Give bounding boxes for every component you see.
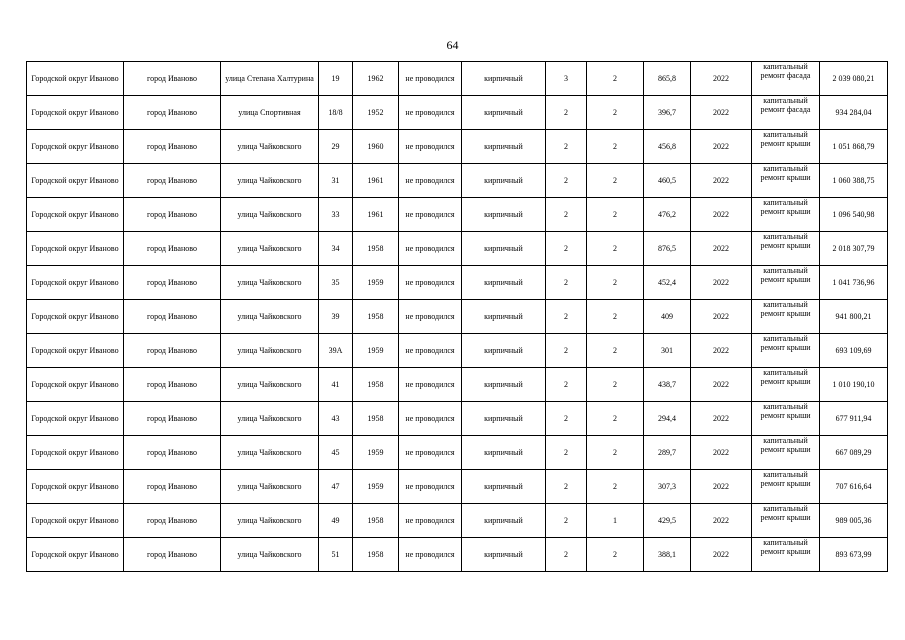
wall-material-cell: кирпичный xyxy=(462,266,546,300)
work-type-cell: капитальный ремонт крыши xyxy=(752,368,820,402)
settlement-cell: город Иваново xyxy=(124,96,221,130)
cost-cell: 893 673,99 xyxy=(820,538,888,572)
wall-material-cell: кирпичный xyxy=(462,368,546,402)
street-cell: улица Чайковского xyxy=(221,538,319,572)
build-year-cell: 1958 xyxy=(353,504,399,538)
settlement-cell: город Иваново xyxy=(124,232,221,266)
floors-cell: 2 xyxy=(546,164,587,198)
planned-year-cell: 2022 xyxy=(691,130,752,164)
build-year-cell: 1958 xyxy=(353,402,399,436)
wall-material-cell: кирпичный xyxy=(462,300,546,334)
house-number-cell: 33 xyxy=(319,198,353,232)
work-type-cell: капитальный ремонт крыши xyxy=(752,504,820,538)
build-year-cell: 1959 xyxy=(353,266,399,300)
house-number-cell: 47 xyxy=(319,470,353,504)
area-cell: 307,3 xyxy=(644,470,691,504)
house-number-cell: 49 xyxy=(319,504,353,538)
area-cell: 452,4 xyxy=(644,266,691,300)
area-cell: 294,4 xyxy=(644,402,691,436)
work-type-cell: капитальный ремонт фасада xyxy=(752,96,820,130)
table-row xyxy=(27,470,888,504)
build-year-cell: 1958 xyxy=(353,368,399,402)
cost-cell: 989 005,36 xyxy=(820,504,888,538)
table-row xyxy=(27,300,888,334)
work-type-cell: капитальный ремонт крыши xyxy=(752,232,820,266)
settlement-cell: город Иваново xyxy=(124,300,221,334)
last-repair-cell: не проводился xyxy=(399,130,462,164)
settlement-cell: город Иваново xyxy=(124,504,221,538)
table-row xyxy=(27,436,888,470)
settlement-cell: город Иваново xyxy=(124,198,221,232)
municipality-cell: Городской округ Иваново xyxy=(27,164,124,198)
area-cell: 289,7 xyxy=(644,436,691,470)
cost-cell: 941 800,21 xyxy=(820,300,888,334)
build-year-cell: 1958 xyxy=(353,300,399,334)
floors-cell: 2 xyxy=(546,402,587,436)
table-row xyxy=(27,334,888,368)
settlement-cell: город Иваново xyxy=(124,334,221,368)
build-year-cell: 1959 xyxy=(353,436,399,470)
house-number-cell: 34 xyxy=(319,232,353,266)
floors-cell: 2 xyxy=(546,504,587,538)
wall-material-cell: кирпичный xyxy=(462,96,546,130)
street-cell: улица Чайковского xyxy=(221,164,319,198)
street-cell: улица Чайковского xyxy=(221,198,319,232)
cost-cell: 2 039 080,21 xyxy=(820,62,888,96)
work-type-cell: капитальный ремонт крыши xyxy=(752,436,820,470)
house-number-cell: 43 xyxy=(319,402,353,436)
street-cell: улица Чайковского xyxy=(221,334,319,368)
area-cell: 396,7 xyxy=(644,96,691,130)
wall-material-cell: кирпичный xyxy=(462,334,546,368)
area-cell: 456,8 xyxy=(644,130,691,164)
work-type-cell: капитальный ремонт крыши xyxy=(752,334,820,368)
floors-cell: 3 xyxy=(546,62,587,96)
wall-material-cell: кирпичный xyxy=(462,164,546,198)
house-number-cell: 39А xyxy=(319,334,353,368)
work-type-cell: капитальный ремонт крыши xyxy=(752,470,820,504)
work-type-cell: капитальный ремонт крыши xyxy=(752,130,820,164)
area-cell: 476,2 xyxy=(644,198,691,232)
last-repair-cell: не проводился xyxy=(399,96,462,130)
area-cell: 429,5 xyxy=(644,504,691,538)
housing-repair-table xyxy=(26,61,888,572)
cost-cell: 1 096 540,98 xyxy=(820,198,888,232)
floors-cell: 2 xyxy=(546,266,587,300)
work-type-cell: капитальный ремонт крыши xyxy=(752,198,820,232)
cost-cell: 1 060 388,75 xyxy=(820,164,888,198)
table-row xyxy=(27,130,888,164)
settlement-cell: город Иваново xyxy=(124,436,221,470)
entrances-cell: 2 xyxy=(587,436,644,470)
last-repair-cell: не проводился xyxy=(399,504,462,538)
cost-cell: 1 010 190,10 xyxy=(820,368,888,402)
street-cell: улица Чайковского xyxy=(221,436,319,470)
house-number-cell: 19 xyxy=(319,62,353,96)
street-cell: улица Чайковского xyxy=(221,266,319,300)
build-year-cell: 1958 xyxy=(353,232,399,266)
wall-material-cell: кирпичный xyxy=(462,470,546,504)
cost-cell: 707 616,64 xyxy=(820,470,888,504)
table-row xyxy=(27,164,888,198)
entrances-cell: 2 xyxy=(587,266,644,300)
build-year-cell: 1961 xyxy=(353,198,399,232)
settlement-cell: город Иваново xyxy=(124,368,221,402)
floors-cell: 2 xyxy=(546,368,587,402)
entrances-cell: 2 xyxy=(587,538,644,572)
floors-cell: 2 xyxy=(546,232,587,266)
entrances-cell: 2 xyxy=(587,402,644,436)
floors-cell: 2 xyxy=(546,300,587,334)
floors-cell: 2 xyxy=(546,96,587,130)
planned-year-cell: 2022 xyxy=(691,538,752,572)
municipality-cell: Городской округ Иваново xyxy=(27,232,124,266)
wall-material-cell: кирпичный xyxy=(462,538,546,572)
entrances-cell: 2 xyxy=(587,130,644,164)
cost-cell: 667 089,29 xyxy=(820,436,888,470)
planned-year-cell: 2022 xyxy=(691,266,752,300)
settlement-cell: город Иваново xyxy=(124,62,221,96)
planned-year-cell: 2022 xyxy=(691,300,752,334)
municipality-cell: Городской округ Иваново xyxy=(27,266,124,300)
municipality-cell: Городской округ Иваново xyxy=(27,334,124,368)
wall-material-cell: кирпичный xyxy=(462,436,546,470)
settlement-cell: город Иваново xyxy=(124,266,221,300)
house-number-cell: 45 xyxy=(319,436,353,470)
planned-year-cell: 2022 xyxy=(691,62,752,96)
floors-cell: 2 xyxy=(546,470,587,504)
settlement-cell: город Иваново xyxy=(124,470,221,504)
work-type-cell: капитальный ремонт крыши xyxy=(752,164,820,198)
entrances-cell: 2 xyxy=(587,300,644,334)
page-number: 64 xyxy=(446,38,459,52)
planned-year-cell: 2022 xyxy=(691,368,752,402)
entrances-cell: 1 xyxy=(587,504,644,538)
street-cell: улица Спортивная xyxy=(221,96,319,130)
planned-year-cell: 2022 xyxy=(691,504,752,538)
last-repair-cell: не проводился xyxy=(399,334,462,368)
entrances-cell: 2 xyxy=(587,232,644,266)
planned-year-cell: 2022 xyxy=(691,96,752,130)
table-body xyxy=(27,62,888,572)
build-year-cell: 1961 xyxy=(353,164,399,198)
table-row xyxy=(27,538,888,572)
planned-year-cell: 2022 xyxy=(691,470,752,504)
planned-year-cell: 2022 xyxy=(691,232,752,266)
street-cell: улица Чайковского xyxy=(221,368,319,402)
planned-year-cell: 2022 xyxy=(691,164,752,198)
work-type-cell: капитальный ремонт фасада xyxy=(752,62,820,96)
street-cell: улица Чайковского xyxy=(221,402,319,436)
area-cell: 460,5 xyxy=(644,164,691,198)
entrances-cell: 2 xyxy=(587,62,644,96)
municipality-cell: Городской округ Иваново xyxy=(27,198,124,232)
street-cell: улица Чайковского xyxy=(221,300,319,334)
last-repair-cell: не проводился xyxy=(399,266,462,300)
work-type-cell: капитальный ремонт крыши xyxy=(752,538,820,572)
cost-cell: 1 051 868,79 xyxy=(820,130,888,164)
municipality-cell: Городской округ Иваново xyxy=(27,538,124,572)
municipality-cell: Городской округ Иваново xyxy=(27,402,124,436)
table-row xyxy=(27,198,888,232)
municipality-cell: Городской округ Иваново xyxy=(27,368,124,402)
last-repair-cell: не проводился xyxy=(399,436,462,470)
cost-cell: 1 041 736,96 xyxy=(820,266,888,300)
wall-material-cell: кирпичный xyxy=(462,504,546,538)
build-year-cell: 1960 xyxy=(353,130,399,164)
last-repair-cell: не проводился xyxy=(399,368,462,402)
municipality-cell: Городской округ Иваново xyxy=(27,62,124,96)
street-cell: улица Чайковского xyxy=(221,130,319,164)
house-number-cell: 35 xyxy=(319,266,353,300)
municipality-cell: Городской округ Иваново xyxy=(27,470,124,504)
table-row xyxy=(27,368,888,402)
cost-cell: 934 284,04 xyxy=(820,96,888,130)
table-row xyxy=(27,96,888,130)
last-repair-cell: не проводился xyxy=(399,402,462,436)
cost-cell: 693 109,69 xyxy=(820,334,888,368)
last-repair-cell: не проводился xyxy=(399,538,462,572)
entrances-cell: 2 xyxy=(587,470,644,504)
settlement-cell: город Иваново xyxy=(124,130,221,164)
house-number-cell: 39 xyxy=(319,300,353,334)
wall-material-cell: кирпичный xyxy=(462,198,546,232)
work-type-cell: капитальный ремонт крыши xyxy=(752,402,820,436)
entrances-cell: 2 xyxy=(587,198,644,232)
area-cell: 876,5 xyxy=(644,232,691,266)
build-year-cell: 1959 xyxy=(353,334,399,368)
wall-material-cell: кирпичный xyxy=(462,232,546,266)
area-cell: 409 xyxy=(644,300,691,334)
planned-year-cell: 2022 xyxy=(691,198,752,232)
area-cell: 388,1 xyxy=(644,538,691,572)
last-repair-cell: не проводился xyxy=(399,198,462,232)
work-type-cell: капитальный ремонт крыши xyxy=(752,266,820,300)
municipality-cell: Городской округ Иваново xyxy=(27,300,124,334)
house-number-cell: 51 xyxy=(319,538,353,572)
municipality-cell: Городской округ Иваново xyxy=(27,504,124,538)
last-repair-cell: не проводился xyxy=(399,164,462,198)
entrances-cell: 2 xyxy=(587,334,644,368)
floors-cell: 2 xyxy=(546,198,587,232)
wall-material-cell: кирпичный xyxy=(462,130,546,164)
street-cell: улица Чайковского xyxy=(221,470,319,504)
wall-material-cell: кирпичный xyxy=(462,62,546,96)
municipality-cell: Городской округ Иваново xyxy=(27,130,124,164)
build-year-cell: 1962 xyxy=(353,62,399,96)
settlement-cell: город Иваново xyxy=(124,538,221,572)
street-cell: улица Чайковского xyxy=(221,232,319,266)
floors-cell: 2 xyxy=(546,130,587,164)
house-number-cell: 41 xyxy=(319,368,353,402)
build-year-cell: 1959 xyxy=(353,470,399,504)
settlement-cell: город Иваново xyxy=(124,164,221,198)
build-year-cell: 1952 xyxy=(353,96,399,130)
entrances-cell: 2 xyxy=(587,96,644,130)
table-row xyxy=(27,232,888,266)
table-row xyxy=(27,62,888,96)
work-type-cell: капитальный ремонт крыши xyxy=(752,300,820,334)
street-cell: улица Степана Халтурина xyxy=(221,62,319,96)
floors-cell: 2 xyxy=(546,538,587,572)
table-row xyxy=(27,266,888,300)
floors-cell: 2 xyxy=(546,436,587,470)
entrances-cell: 2 xyxy=(587,164,644,198)
cost-cell: 677 911,94 xyxy=(820,402,888,436)
municipality-cell: Городской округ Иваново xyxy=(27,436,124,470)
last-repair-cell: не проводился xyxy=(399,62,462,96)
table-row xyxy=(27,402,888,436)
planned-year-cell: 2022 xyxy=(691,334,752,368)
area-cell: 865,8 xyxy=(644,62,691,96)
cost-cell: 2 018 307,79 xyxy=(820,232,888,266)
house-number-cell: 29 xyxy=(319,130,353,164)
build-year-cell: 1958 xyxy=(353,538,399,572)
planned-year-cell: 2022 xyxy=(691,436,752,470)
house-number-cell: 31 xyxy=(319,164,353,198)
wall-material-cell: кирпичный xyxy=(462,402,546,436)
house-number-cell: 18/8 xyxy=(319,96,353,130)
entrances-cell: 2 xyxy=(587,368,644,402)
table-row xyxy=(27,504,888,538)
municipality-cell: Городской округ Иваново xyxy=(27,96,124,130)
last-repair-cell: не проводился xyxy=(399,300,462,334)
floors-cell: 2 xyxy=(546,334,587,368)
settlement-cell: город Иваново xyxy=(124,402,221,436)
last-repair-cell: не проводился xyxy=(399,470,462,504)
street-cell: улица Чайковского xyxy=(221,504,319,538)
planned-year-cell: 2022 xyxy=(691,402,752,436)
area-cell: 301 xyxy=(644,334,691,368)
area-cell: 438,7 xyxy=(644,368,691,402)
last-repair-cell: не проводился xyxy=(399,232,462,266)
